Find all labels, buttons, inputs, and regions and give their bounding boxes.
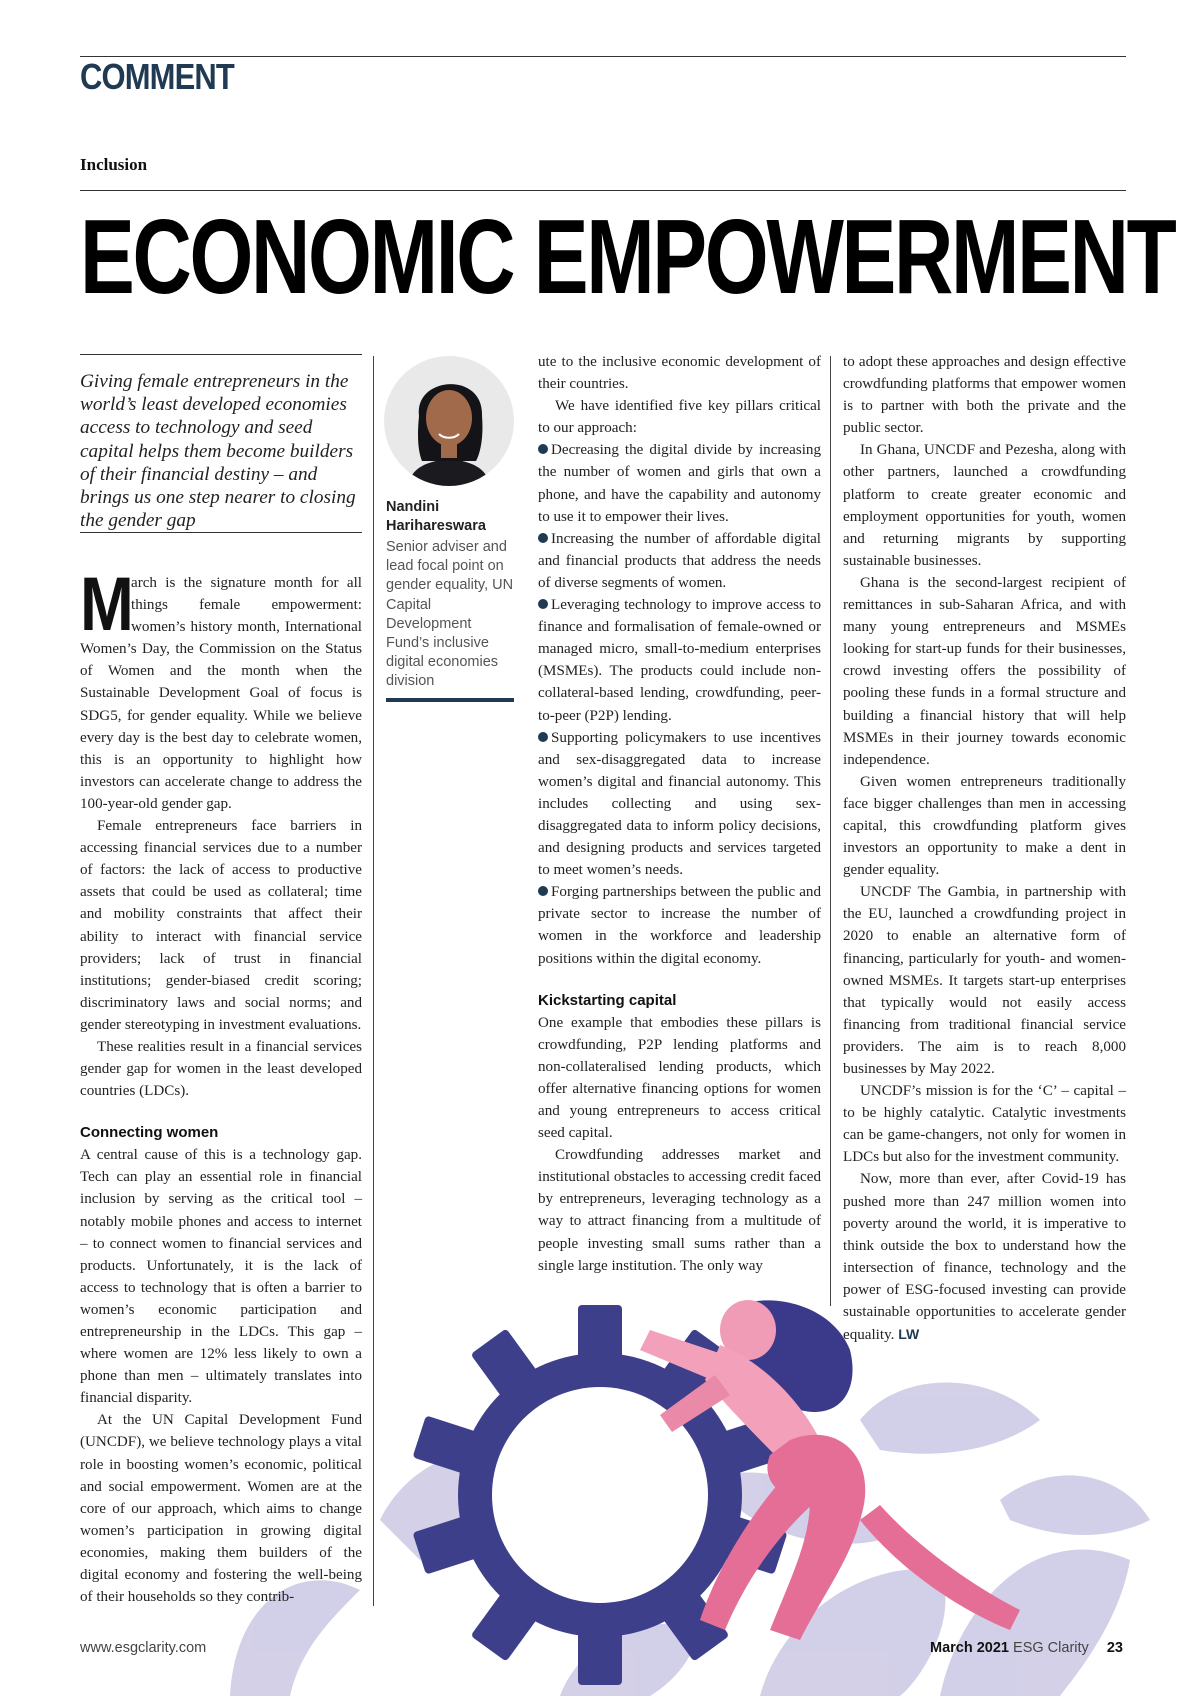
bullet-icon [538,732,548,742]
bullet-item: Decreasing the digital divide by increasing the number of women and girls that own a phone, and have the capability and autonomy to use it to empower their lives. [538,442,821,525]
standfirst-bottom-rule [80,532,362,533]
subheading: Connecting women [80,1124,219,1142]
paragraph: to adopt these approaches and design effective crowdfunding platforms that empower women is to partner with both the private and the public sector. [843,354,1126,437]
paragraph: We have identified five key pillars critical to our approach: [538,398,821,437]
paragraph: A central cause of this is a technology gap. Tech can play an essential role in financial inclusion by serving as the critical tool – notably mobile phones and access to internet – to connect women to financial services and products. Unfortunately, it is the lack of access to technology that is often a barrier to women’s economic participation and entrepreneurship in the LDCs. This gap – where women are 12% less likely to own a phone than men – ultimately translates into financial disparity. [80,1147,362,1407]
page-number: 23 [1106,1640,1123,1656]
bullet-item: Forging partnerships between the public and private sector to increase the number of women in the workforce and leadership positions within the digital economy. [538,884,821,967]
paragraph: These realities result in a financial services gender gap for women in the least developed countries (LDCs). [80,1038,362,1100]
paragraph: UNCDF’s mission is for the ‘C’ – capital – to be highly catalytic. Catalytic investments can be game-changers, not only for women in LDCs but also for the investment community. [843,1083,1126,1166]
paragraph: ute to the inclusive economic development of their countries. [538,354,821,393]
bullet-item: Leveraging technology to improve access to finance and formalisation of female-owned or managed micro, small-to-medium enterprises (MSMEs). The products could include non-collateral-based lending, crowdfunding, peer-to-peer (P2P) lending. [538,597,821,724]
paragraph: One example that embodies these pillars is crowdfunding, P2P lending platforms and non-collateralised lending products, which offer alternative financing options for women and young entrepreneurs to access critical seed capital. [538,1014,821,1142]
page-title: ECONOMIC EMPOWERMENT [80,198,1175,316]
column-divider [830,356,831,1306]
paragraph: In Ghana, UNCDF and Pezesha, along with other partners, launched a crowdfunding platform to create greater economic and employment opportunities for youth, women and returning migrants by supporting sustainable businesses. [843,442,1126,569]
issue-date: March 2021 [930,1640,1009,1656]
publication-name: ESG Clarity [1013,1640,1089,1656]
signoff-mark: LW [898,1326,920,1343]
footer-url[interactable]: www.esgclarity.com [80,1640,207,1656]
subheading: Kickstarting capital [538,991,677,1009]
paragraph: Female entrepreneurs face barriers in accessing financial services due to a number of factors: the lack of access to productive assets that could be used as collateral; time and mobility constraints that affect their ability to interact with financial service providers; lack of trust in financial institutions; gender-biased credit scoring; discriminatory laws and social norms; and gender stereotyping in investment evaluations. [80,818,362,1033]
paragraph: Crowdfunding addresses market and institutional obstacles to accessing credit faced by entrepreneurs, leveraging technology as a way to attract financing from a multitude of people investing small sums rather than a single large institution. The only way [538,1147,821,1274]
author-bar [386,698,514,702]
bullet-icon [538,444,548,454]
footer-folio [930,1640,1123,1656]
bullet-icon [538,599,548,609]
section-label: COMMENT [80,56,234,97]
paragraph: Now, more than ever, after Covid-19 has pushed more than 247 million women into poverty around the world, it is imperative to think outside the box to understand how the intersection of finance, technology and the power of ESG-focused investing can provide sustainable opportunities to accelerate gender equality. LW [843,1171,1126,1344]
drop-cap: M [80,562,134,647]
standfirst-top-rule [80,354,362,355]
paragraph: arch is the signature month for all things female empowerment: women’s history month, International Women’s Day, the Commission on the Status of Women and the month when the Sustainable Development Goal of focus is SDG5, for gender equality. While we believe every day is the best day to celebrate women, this is an opportunity to highlight how investors can accelerate change to address the 100-year-old gender gap. [80,575,362,812]
bullet-item: Supporting policymakers to use incentives and sex-disaggregated data to increase women’s digital and financial autonomy. This includes collecting and using sex-disaggregated data to inform policy decisions, and designing products and services targeted to meet women’s needs. [538,729,821,879]
paragraph: At the UN Capital Development Fund (UNCDF), we believe technology plays a vital role in boosting women’s economic, political and social empowerment. Women are at the core of our approach, which aims to change women’s participation in growing digital economies, making them builders of the digital economy and fostering the well-being of their households so they contrib- [80,1412,362,1606]
bullet-item: Increasing the number of affordable digital and financial products that address the needs of diverse segments of women. [538,530,821,591]
bullet-icon [538,886,548,896]
paragraph: UNCDF The Gambia, in partnership with the EU, launched a crowdfunding project in 2020 to enable an alternative form of financing, particularly for youth- and women-owned MSMEs. It targets start-up enterprises that typically would not easily access financing from traditional financial service providers. The aim is to reach 8,000 businesses by May 2022. [843,884,1126,1077]
column-divider [373,356,374,1606]
author-name: Nandini Harihareswara [386,499,486,534]
standfirst: Giving female entrepreneurs in the world’s least developed economies access to technology and seed capital helps them become builders of their financial destiny – and brings us one step nearer to closing the gender gap [80,371,356,532]
kicker: Inclusion [80,155,148,174]
bullet-icon [538,533,548,543]
paragraph: Ghana is the second-largest recipient of remittances in sub-Saharan Africa, and with many young entrepreneurs and MSMEs looking for start-up funds for their businesses, crowd investing offers the possibility of pooling these funds in a formal structure and building a financial history that will help MSMEs in their journey towards economic independence. [843,574,1126,768]
author-role: Senior adviser and lead focal point on gender equality, UN Capital Development Fund’s inclusive digital economies division [386,539,514,690]
paragraph: Given women entrepreneurs traditionally face bigger challenges than men in accessing capital, this crowdfunding platform gives investors an opportunity to make a dent in gender equality. [843,773,1126,879]
article-column-2 [538,351,821,1277]
author-photo [384,356,514,486]
article-column-3 [843,351,1126,1346]
article-column-1 [80,562,362,1608]
